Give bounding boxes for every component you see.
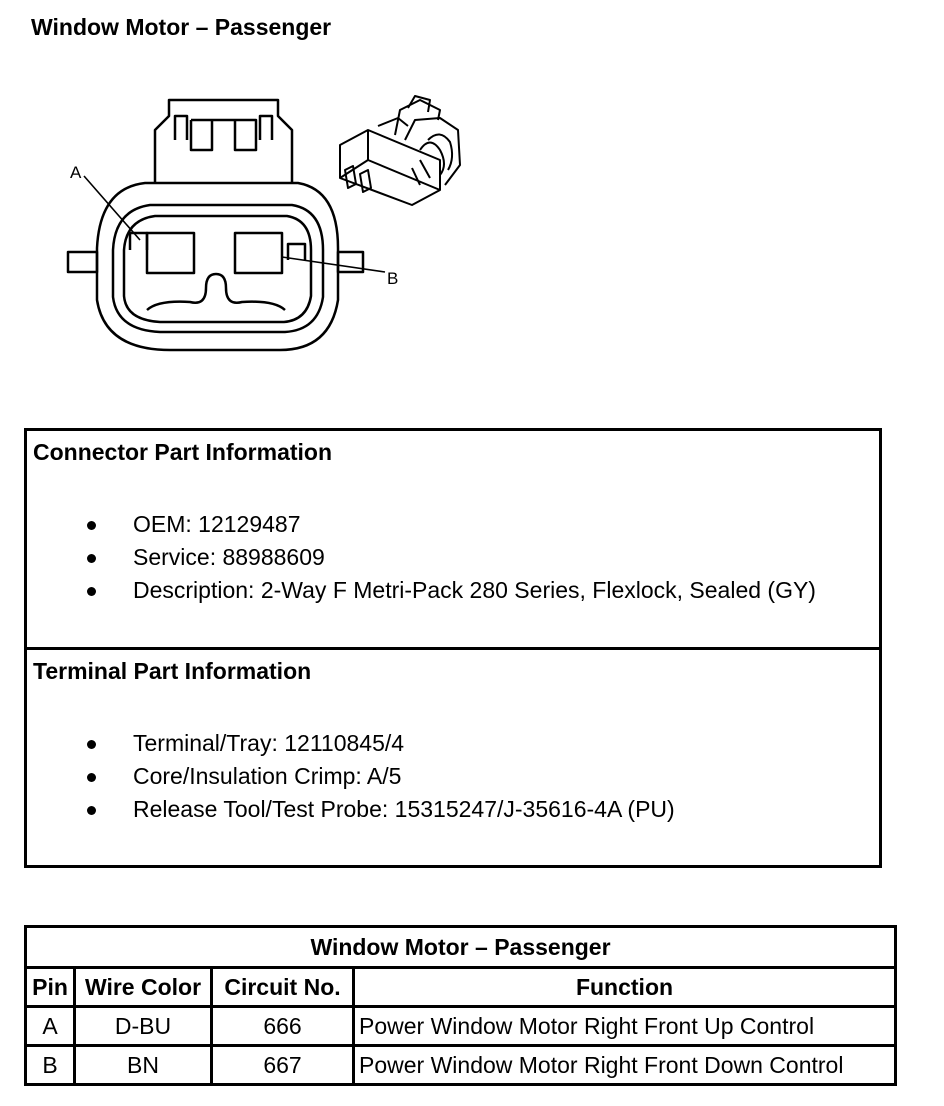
wire-color-cell: BN: [75, 1046, 212, 1085]
label-a: A: [70, 163, 82, 182]
bullet-icon: [87, 773, 96, 782]
connector-3d-illustration: [340, 96, 460, 205]
column-header-function: Function: [354, 968, 896, 1007]
column-header-wire-color: Wire Color: [75, 968, 212, 1007]
bullet-icon: [87, 806, 96, 815]
pin-cell: A: [26, 1007, 75, 1046]
cavity-a: [147, 233, 194, 273]
column-header-pin: Pin: [26, 968, 75, 1007]
connector-latch: [155, 100, 292, 183]
part-info-box: [24, 428, 882, 868]
bullet-icon: [87, 740, 96, 749]
terminal-part-info: Terminal Part Information Terminal/Tray: 12110845/4 Core/Insulation Crimp: A/5 Release Tool/Test Probe: 15315247/J-35616-4A (PU): [33, 658, 675, 822]
function-cell: Power Window Motor Right Front Up Control: [354, 1007, 896, 1046]
table-header-row: [26, 968, 896, 1007]
bullet-icon: [87, 554, 96, 563]
function-cell: Power Window Motor Right Front Down Control: [354, 1046, 896, 1085]
pin-cell: B: [26, 1046, 75, 1085]
bullet-icon: [87, 521, 96, 530]
cavity-b: [235, 233, 282, 273]
wire-color-cell: D-BU: [75, 1007, 212, 1046]
bullet-icon: [87, 587, 96, 596]
page-title: Window Motor – Passenger: [31, 14, 332, 40]
connector-part-info: Connector Part Information OEM: 12129487 Service: 88988609 Description: 2-Way F Metri-Pack 280 Series, Flexlock, Sealed (GY): [27, 431, 879, 650]
pin-table-caption: Window Motor – Passenger: [26, 927, 896, 968]
label-b: B: [387, 269, 399, 288]
pin-table: [24, 925, 897, 1086]
table-row: [26, 1007, 896, 1046]
connector-part-heading: Connector Part Information: [33, 439, 333, 465]
circuit-cell: 667: [212, 1046, 354, 1085]
terminal-part-heading: Terminal Part Information: [33, 658, 312, 684]
connector-diagram: [0, 0, 944, 400]
table-row: [26, 1046, 896, 1085]
circuit-cell: 666: [212, 1007, 354, 1046]
column-header-circuit-no: Circuit No.: [212, 968, 354, 1007]
